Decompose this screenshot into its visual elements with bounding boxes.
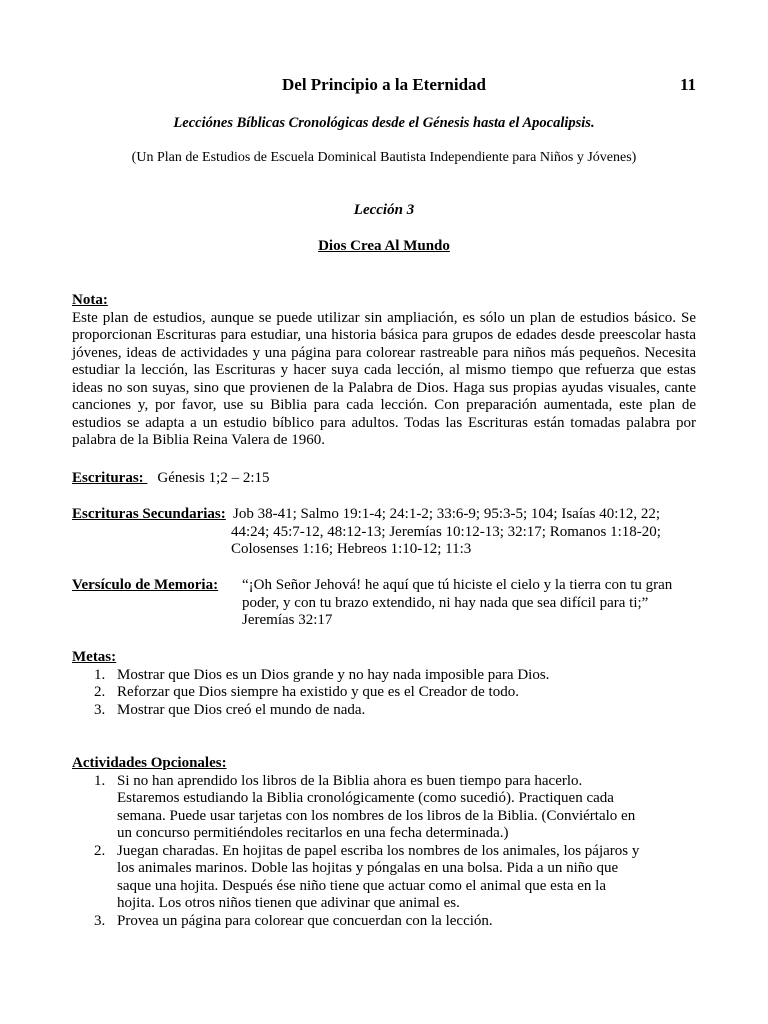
goals-list [72, 667, 696, 720]
list-item [72, 702, 696, 720]
lesson-title: Dios Crea Al Mundo [318, 238, 450, 254]
list-item-text: Juegan charadas. En hojitas de papel escriba los nombres de los animales, los pájaros y los animales marinos. Doble las hojitas y póngalas en una bolsa. Pida a un niño que saque una hojita. Después ése niño tiene que actuar como el animal que esta en la hojita. Los otros niños tienen que adivinar que animal es. [117, 842, 640, 911]
list-item [72, 773, 647, 843]
secondary-scriptures-line: Job 38-41; Salmo 19:1-4; 24:1-2; 33:6-9; 95:3-5; 104; Isaías 40:12, 22; [233, 506, 661, 522]
list-item [72, 913, 647, 931]
activities-label: Actividades Opcionales: [72, 755, 227, 771]
list-item [72, 667, 696, 685]
activities-list [72, 773, 696, 931]
scriptures-label: Escrituras: [72, 470, 148, 486]
document-subtitle: Lecciónes Bíblicas Cronológicas desde el Génesis hasta el Apocalipsis. [173, 115, 595, 131]
goals-section [72, 649, 696, 719]
lesson-number: Lección 3 [353, 202, 415, 218]
secondary-scriptures-label: Escrituras Secundarias: [72, 506, 226, 522]
list-item-text: Reforzar que Dios siempre ha existido y que es el Creador de todo. [117, 684, 519, 700]
scriptures-value: Génesis 1;2 – 2:15 [157, 470, 270, 486]
list-item-text: Mostrar que Dios creó el mundo de nada. [117, 701, 366, 718]
memory-verse-text [242, 577, 682, 630]
memory-verse-label: Versículo de Memoria: [72, 577, 219, 593]
memory-verse-line: poder, y con tu brazo extendido, ni hay nada que sea difícil para ti;” [242, 594, 649, 611]
note-section [72, 292, 696, 450]
list-number: 3. [94, 912, 106, 929]
secondary-scriptures-line: 44:24; 45:7-12, 48:12-13; Jeremías 10:12-13; 32:17; Romanos 1:18-20; [231, 523, 661, 540]
list-number: 1. [94, 772, 106, 789]
list-number: 2. [94, 842, 106, 859]
list-number: 3. [94, 701, 106, 718]
list-item-text: Si no han aprendido los libros de la Biblia ahora es buen tiempo para hacerlo. Estaremos estudiando la Biblia cronológicamente (como sucedió). Practiquen cada semana. Puede usar tarjetas con los nombres de los libros de la Biblia. (Conviértalo en un concurso permitiéndoles recitarlos en una fecha determinada.) [117, 772, 636, 841]
note-text: Este plan de estudios, aunque se puede utilizar sin ampliación, es sólo un plan de estudios básico. Se proporcionan Escrituras para estudiar, una historia básica para grupos de edades desde preescolar hasta jóvenes, ideas de actividades y una página para colorear rastreable para niños más pequeños. Necesita estudiar la lección, las Escrituras y hacer suya cada lección, al mismo tiempo que refuerza que estas ideas no son suyas, sino que provienen de la Palabra de Dios. Haga sus propias ayudas visuales, cante canciones y, por favor, use su Biblia para cada lección. Con preparación aumentada, este plan de estudios se adapta a un estudio bíblico para adultos. Todas las Escrituras están tomadas palabra por palabra de la Biblia Reina Valera de 1960. [72, 309, 696, 448]
secondary-scriptures-value [231, 506, 671, 559]
page-number: 11 [679, 75, 696, 94]
memory-verse-reference: Jeremías 32:17 [242, 612, 333, 628]
list-item [72, 684, 696, 702]
activities-section [72, 755, 696, 930]
list-number: 2. [94, 684, 106, 700]
secondary-scriptures-line: Colosenses 1:16; Hebreos 1:10-12; 11:3 [231, 541, 472, 557]
goals-label: Metas: [72, 649, 117, 665]
list-item-text: Mostrar que Dios es un Dios grande y no hay nada imposible para Dios. [117, 666, 550, 683]
header-row [72, 74, 696, 96]
list-number: 1. [94, 666, 106, 683]
document-title: Del Principio a la Eternidad [282, 75, 486, 94]
scriptures-section [72, 470, 696, 488]
list-item-text: Provea un página para colorear que concuerdan con la lección. [117, 912, 493, 929]
plan-description: (Un Plan de Estudios de Escuela Dominical Bautista Independiente para Niños y Jóvenes) [131, 150, 637, 165]
list-item [72, 843, 647, 913]
memory-verse-line: “¡Oh Señor Jehová! he aquí que tú hiciste el cielo y la tierra con tu gran [242, 577, 673, 593]
note-label: Nota: [72, 292, 108, 308]
